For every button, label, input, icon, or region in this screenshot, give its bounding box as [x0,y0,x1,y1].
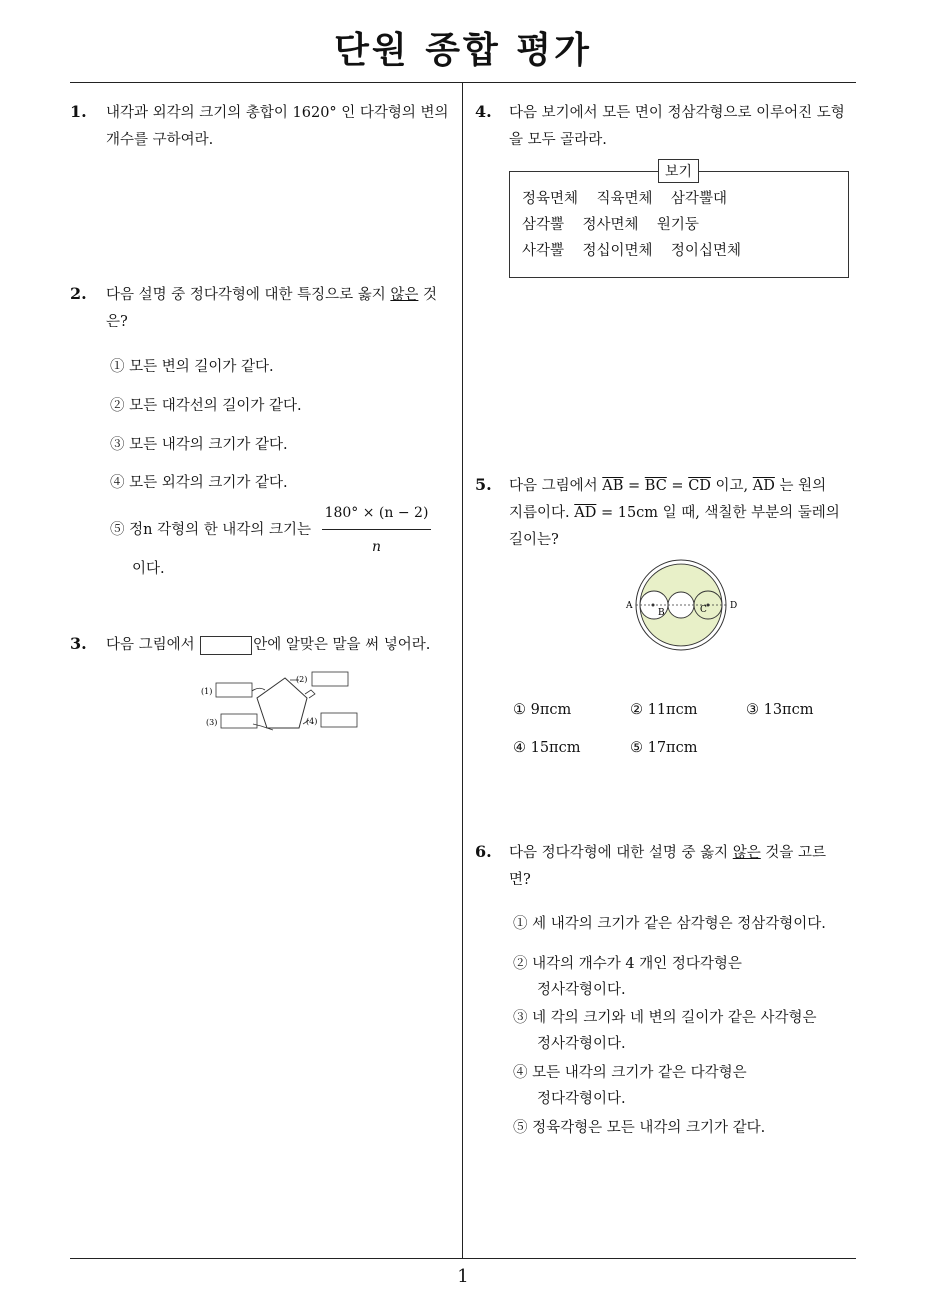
blank-box [200,636,252,655]
question-number: 2. [70,284,87,303]
text-span: 는 원의 [774,478,827,494]
page-title: 단원 종합 평가 [334,30,592,71]
q6-choice-3[interactable] [513,1005,817,1057]
pentagon-shape [257,678,307,728]
q6-choice-4[interactable] [513,1060,747,1112]
question-text [509,473,861,554]
q6-choice-5[interactable]: ⑤ 정육각형은 모든 내각의 크기가 같다. [513,1120,766,1136]
bogi-row-1: 정육면체 직육면체 삼각뿔대 [522,191,727,207]
question-number: 1. [70,102,87,121]
text-span: 지름이다. [509,505,575,521]
choice-3[interactable]: ③ 모든 내각의 크기가 같다. [110,437,288,453]
segment-bc: $\overline{BC}$ [644,478,667,494]
bogi-row-3: 사각뿔 정십이면체 정이십면체 [522,243,741,259]
label-point-d: D [730,601,738,611]
question-line [509,840,861,867]
question-line: 다음 보기에서 모든 면이 정삼각형으로 이루어진 도형 [509,105,845,121]
circle-figure [622,556,744,656]
label-box-1 [216,683,252,697]
bogi-label: 보기 [658,159,699,183]
question-number: 3. [70,634,87,653]
choice-line: 정사각형이다. [537,1036,626,1052]
fraction-denominator: n [371,539,382,555]
bogi-box [509,171,849,278]
q6-choice-2[interactable] [513,951,742,1003]
text-span: 다음 그림에서 [509,478,603,494]
choice-text: ⑤ 정n 각형의 한 내각의 크기는 [110,522,311,538]
choice-line: 정다각형이다. [537,1091,626,1107]
question-line: 내각과 외각의 크기의 총합이 1620° 인 다각형의 변의 [106,105,449,121]
fraction-numerator: 180° × (n − 2) [322,500,432,530]
text-span: 다음 정다각형에 대한 설명 중 옳지 [509,845,733,861]
question-line: 길이는? [509,532,559,548]
text-span: 것 [418,287,438,303]
pentagon-figure [195,668,370,736]
text-span: = 15cm 일 때, 색칠한 부분의 둘레의 [596,505,840,521]
question-text [509,100,861,154]
fraction [322,500,432,560]
q5-choice-5[interactable]: ⑤ 17πcm [630,740,698,756]
text-span: 것을 고르 [760,845,827,861]
label-1: (1) [201,687,213,696]
point-c-dot [707,604,710,607]
question-line: 면? [509,872,531,888]
question-line: 은? [106,314,128,330]
bottom-rule [70,1258,856,1259]
choice-5[interactable] [110,500,455,582]
point-b-dot [652,604,655,607]
label-box-2 [312,672,348,686]
label-4: (4) [306,717,318,726]
q5-choice-4[interactable]: ④ 15πcm [513,740,581,756]
leader-line-1 [252,688,265,691]
bogi-row-2: 삼각뿔 정사면체 원기둥 [522,217,699,233]
choice-line: ④ 모든 내각의 크기가 같은 다각형은 [513,1065,747,1081]
question-number: 6. [475,842,492,861]
question-line: 개수를 구하여라. [106,132,214,148]
segment-ad: $\overline{AD}$ [574,505,597,521]
label-box-4 [321,713,357,727]
label-2: (2) [296,675,308,684]
underlined-word: 않은 [732,845,761,861]
choice-4[interactable]: ④ 모든 외각의 크기가 같다. [110,475,288,491]
question-line [509,473,861,500]
text-span: 이고, [710,478,753,494]
label-point-a: A [626,601,633,611]
question-line [106,282,458,309]
text-span: 다음 그림에서 [106,637,195,653]
q5-choice-2[interactable]: ② 11πcm [630,702,698,718]
top-rule [70,82,856,83]
segment-ab: $\overline{AB}$ [602,478,624,494]
label-point-c: C [700,605,707,615]
label-3: (3) [206,718,218,727]
question-number: 5. [475,475,492,494]
q6-choice-1[interactable]: ① 세 내각의 크기가 같은 삼각형은 정삼각형이다. [513,916,826,932]
segment-cd: $\overline{CD}$ [688,478,711,494]
label-box-3 [221,714,257,728]
label-point-b: B [658,608,665,618]
choice-text: 이다. [132,561,165,577]
question-number: 4. [475,102,492,121]
choice-line: ② 내각의 개수가 4 개인 정다각형은 [513,956,742,972]
choice-line: 정사각형이다. [537,982,626,998]
underlined-word: 않은 [390,287,419,303]
question-line: 을 모두 골라라. [509,132,607,148]
question-text [106,632,458,659]
question-text [509,840,861,894]
question-text [106,100,458,154]
text-span: = [666,478,689,494]
column-divider [462,83,463,1258]
choice-1[interactable]: ① 모든 변의 길이가 같다. [110,359,274,375]
segment-ad: $\overline{AD}$ [752,478,775,494]
question-line [509,500,861,527]
text-span: 안에 알맞은 말을 써 넣어라. [253,637,431,653]
text-span: = [623,478,645,494]
question-text [106,282,458,336]
q5-choice-1[interactable]: ① 9πcm [513,702,572,718]
q5-choice-3[interactable]: ③ 13πcm [746,702,814,718]
page-number: 1 [457,1266,469,1287]
text-span: 다음 설명 중 정다각형에 대한 특징으로 옳지 [106,287,391,303]
exterior-angle-line [305,690,315,698]
choice-2[interactable]: ② 모든 대각선의 길이가 같다. [110,398,302,414]
choice-line: ③ 네 각의 크기와 네 변의 길이가 같은 사각형은 [513,1010,817,1026]
